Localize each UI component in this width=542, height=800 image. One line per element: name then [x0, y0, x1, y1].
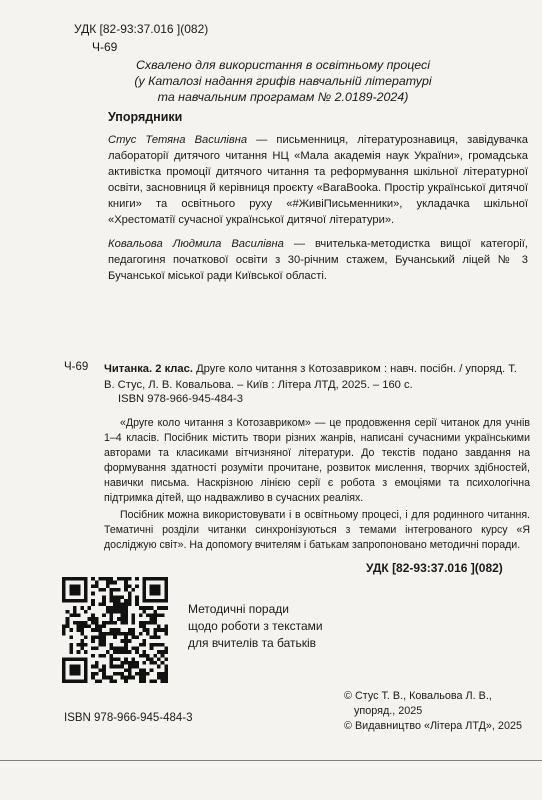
qr-code-image[interactable]	[62, 577, 168, 683]
qr-caption-line-1: Методичні поради	[188, 602, 289, 616]
copyright-line-2: упоряд., 2025	[354, 705, 423, 717]
compiler-2-name: Ковальова Людмила Василівна	[108, 238, 284, 250]
compiler-1-bio: — письменниця, літературознавиця, завідувачка лабораторії дитячого читання НЦ «Мала академія наук України», громадська активістка промоції дитячого читання та реформування шкільної літературної освіти, засновниця й керівниця проєкту «BaraBooka. Простір української дитячої книги» та освітнього руху «#ЖивіПисьменники», укладачка шкільної «Хрестоматії сучасної української дитячої літератури».	[108, 134, 528, 226]
udk-code-top: УДК [82-93:37.016 ](082)	[74, 22, 209, 36]
compiler-1-paragraph	[108, 132, 528, 228]
annotation-paragraph-1: «Друге коло читання з Котозавриком» — це продовження серії читанок для учнів 1–4 класів. Посібник містить твори різних жанрів, написані сучасними українськими авторами та класиками вітчизняної літератури. До текстів подано завдання на формування здатності розуміти прочитане, розвиток мислення, творчих здібностей, навички письма. Наскрізною лінією серії є робота з емоціями та психологічна підтримка дітей, що надважливо в сучасних реаліях.	[104, 417, 530, 504]
copyright-block	[344, 689, 522, 734]
book-title: Читанка. 2 клас.	[104, 363, 193, 375]
author-index-top: Ч-69	[92, 40, 118, 54]
qr-caption-line-3: для вчителів та батьків	[188, 636, 317, 650]
isbn-bottom: ISBN 978-966-945-484-3	[64, 712, 193, 724]
approval-line-2: (у Каталозі надання грифів навчальній літературі	[134, 74, 432, 88]
udk-code-bottom: УДК [82-93:37.016 ](082)	[366, 561, 503, 575]
approval-line-1: Схвалено для використання в освітньому процесі	[135, 58, 430, 72]
page-bottom-rule	[0, 760, 542, 761]
qr-caption	[188, 601, 323, 652]
compiler-2-bio: — вчителька-методистка вищої категорії, педагогиня початкової освіти з 30-річним стажем, Бучанський ліцей № 3 Бучанської міської ради Київської області.	[108, 238, 528, 282]
copyright-line-3: © Видавництво «Літера ЛТД», 2025	[344, 720, 522, 732]
compiler-1-name: Стус Тетяна Василівна	[108, 134, 248, 146]
compilers-heading: Упорядники	[108, 110, 183, 124]
annotation-paragraph-2: Посібник можна використовувати і в освітньому процесі, і для родинного читання. Тематичні розділи читанки синхронізуються з темами інтегрованого курсу «Я досліджую світ». На допомогу вчителям і батькам запропоновано методичні поради.	[104, 509, 530, 551]
isbn-record: ISBN 978-966-945-484-3	[118, 393, 244, 405]
approval-line-3: та навчальним програмам № 2.0189-2024)	[157, 90, 409, 104]
bibliographic-record	[104, 361, 530, 393]
approval-note	[118, 57, 448, 105]
qr-caption-line-2: щодо роботи з текстами	[188, 619, 323, 633]
compiler-2-paragraph	[108, 236, 528, 284]
author-index-side: Ч-69	[64, 361, 89, 373]
bibliographic-details: Друге коло читання з Котозавриком : навч. посібн. / упоряд. Т. В. Стус, Л. В. Ковальова. – Київ : Літера ЛТД, 2025. – 160 с.	[104, 363, 517, 391]
copyright-line-1: © Стус Т. В., Ковальова Л. В.,	[344, 690, 492, 702]
